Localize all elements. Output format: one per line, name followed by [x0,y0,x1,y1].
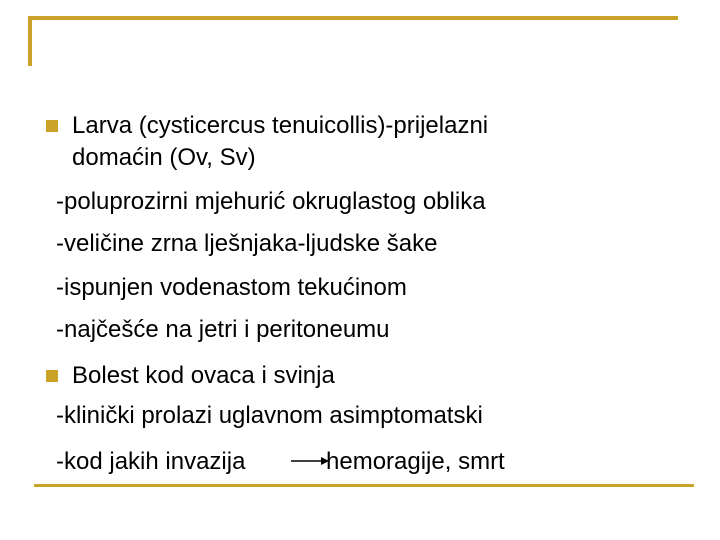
bullet-text-line-1: Larva (cysticercus tenuicollis)-prijelazni [72,112,489,139]
bottom-border-line [34,484,694,487]
bullet-square-icon [46,370,58,382]
sub-item-before-arrow: -kod jakih invazija [56,448,246,475]
sub-item: -veličine zrna lješnjaka-ljudske šake [56,230,438,257]
sub-item: -poluprozirni mjehurić okruglastog oblika [56,188,486,215]
sub-item: -najčešće na jetri i peritoneumu [56,316,390,343]
sub-item: -ispunjen vodenastom tekućinom [56,274,407,301]
sub-item: -klinički prolazi uglavnom asimptomatski [56,402,483,429]
right-arrow-icon [290,452,330,468]
bullet-text-line-2: domaćin (Ov, Sv) [72,144,256,171]
bullet-square-icon [46,120,58,132]
bullet-text: Bolest kod ovaca i svinja [72,362,335,389]
sub-item-after-arrow: hemoragije, smrt [326,448,505,475]
